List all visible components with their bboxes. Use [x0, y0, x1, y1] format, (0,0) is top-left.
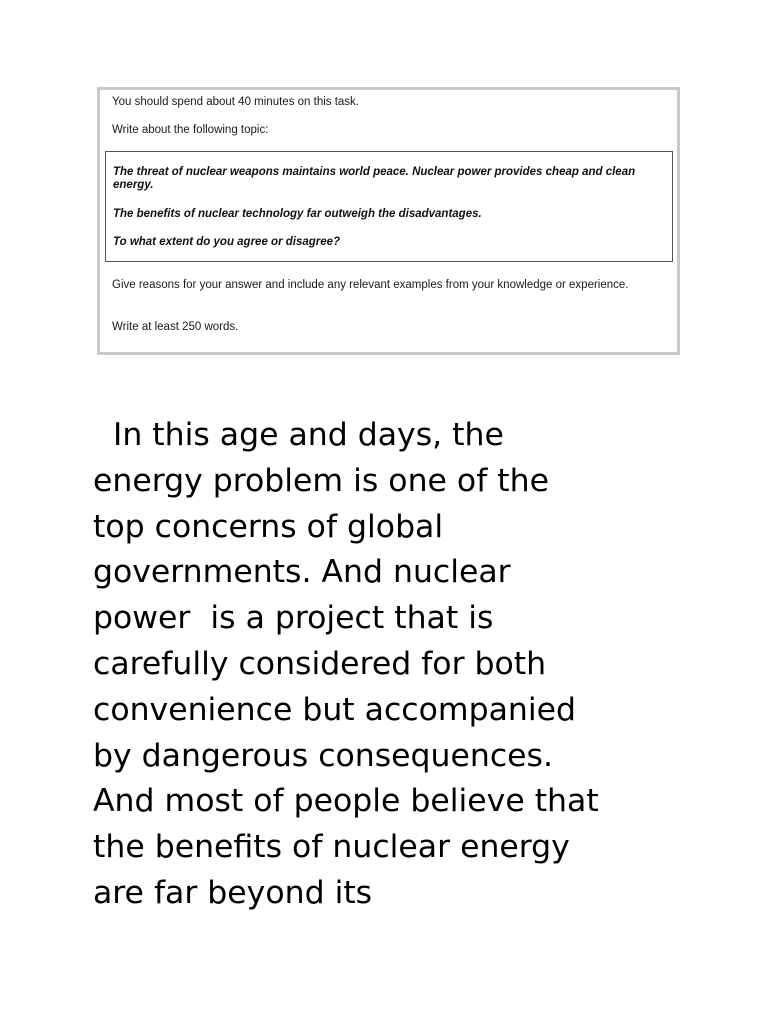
time-instruction: You should spend about 40 minutes on this task. [112, 96, 359, 108]
write-about-instruction: Write about the following topic: [112, 124, 269, 136]
essay-line: energy problem is one of the [93, 462, 549, 499]
task-prompt-image [97, 87, 680, 355]
topic-box [105, 151, 673, 262]
essay-line: And most of people believe that [93, 783, 599, 820]
essay-line: carefully considered for both [93, 645, 547, 682]
topic-question: To what extent do you agree or disagree? [113, 236, 341, 248]
essay-body [93, 413, 693, 917]
essay-line: are far beyond its [93, 874, 373, 911]
essay-line: by dangerous consequences. [93, 737, 553, 774]
essay-line: convenience but accompanied [93, 691, 576, 728]
topic-claim: The benefits of nuclear technology far outweigh the disadvantages. [113, 208, 482, 220]
word-count-instruction: Write at least 250 words. [112, 321, 239, 333]
topic-statement: The threat of nuclear weapons maintains world peace. Nuclear power provides cheap and clean energy. [113, 166, 636, 191]
essay-line: governments. And nuclear [93, 554, 511, 591]
essay-line: top concerns of global [93, 508, 444, 545]
essay-line: the benefits of nuclear energy [93, 829, 570, 866]
essay-line: power is a project that is [93, 600, 494, 637]
reasons-instruction: Give reasons for your answer and include any relevant examples from your knowledge or experience. [112, 279, 629, 291]
essay-line: In this age and days, the [93, 417, 504, 453]
